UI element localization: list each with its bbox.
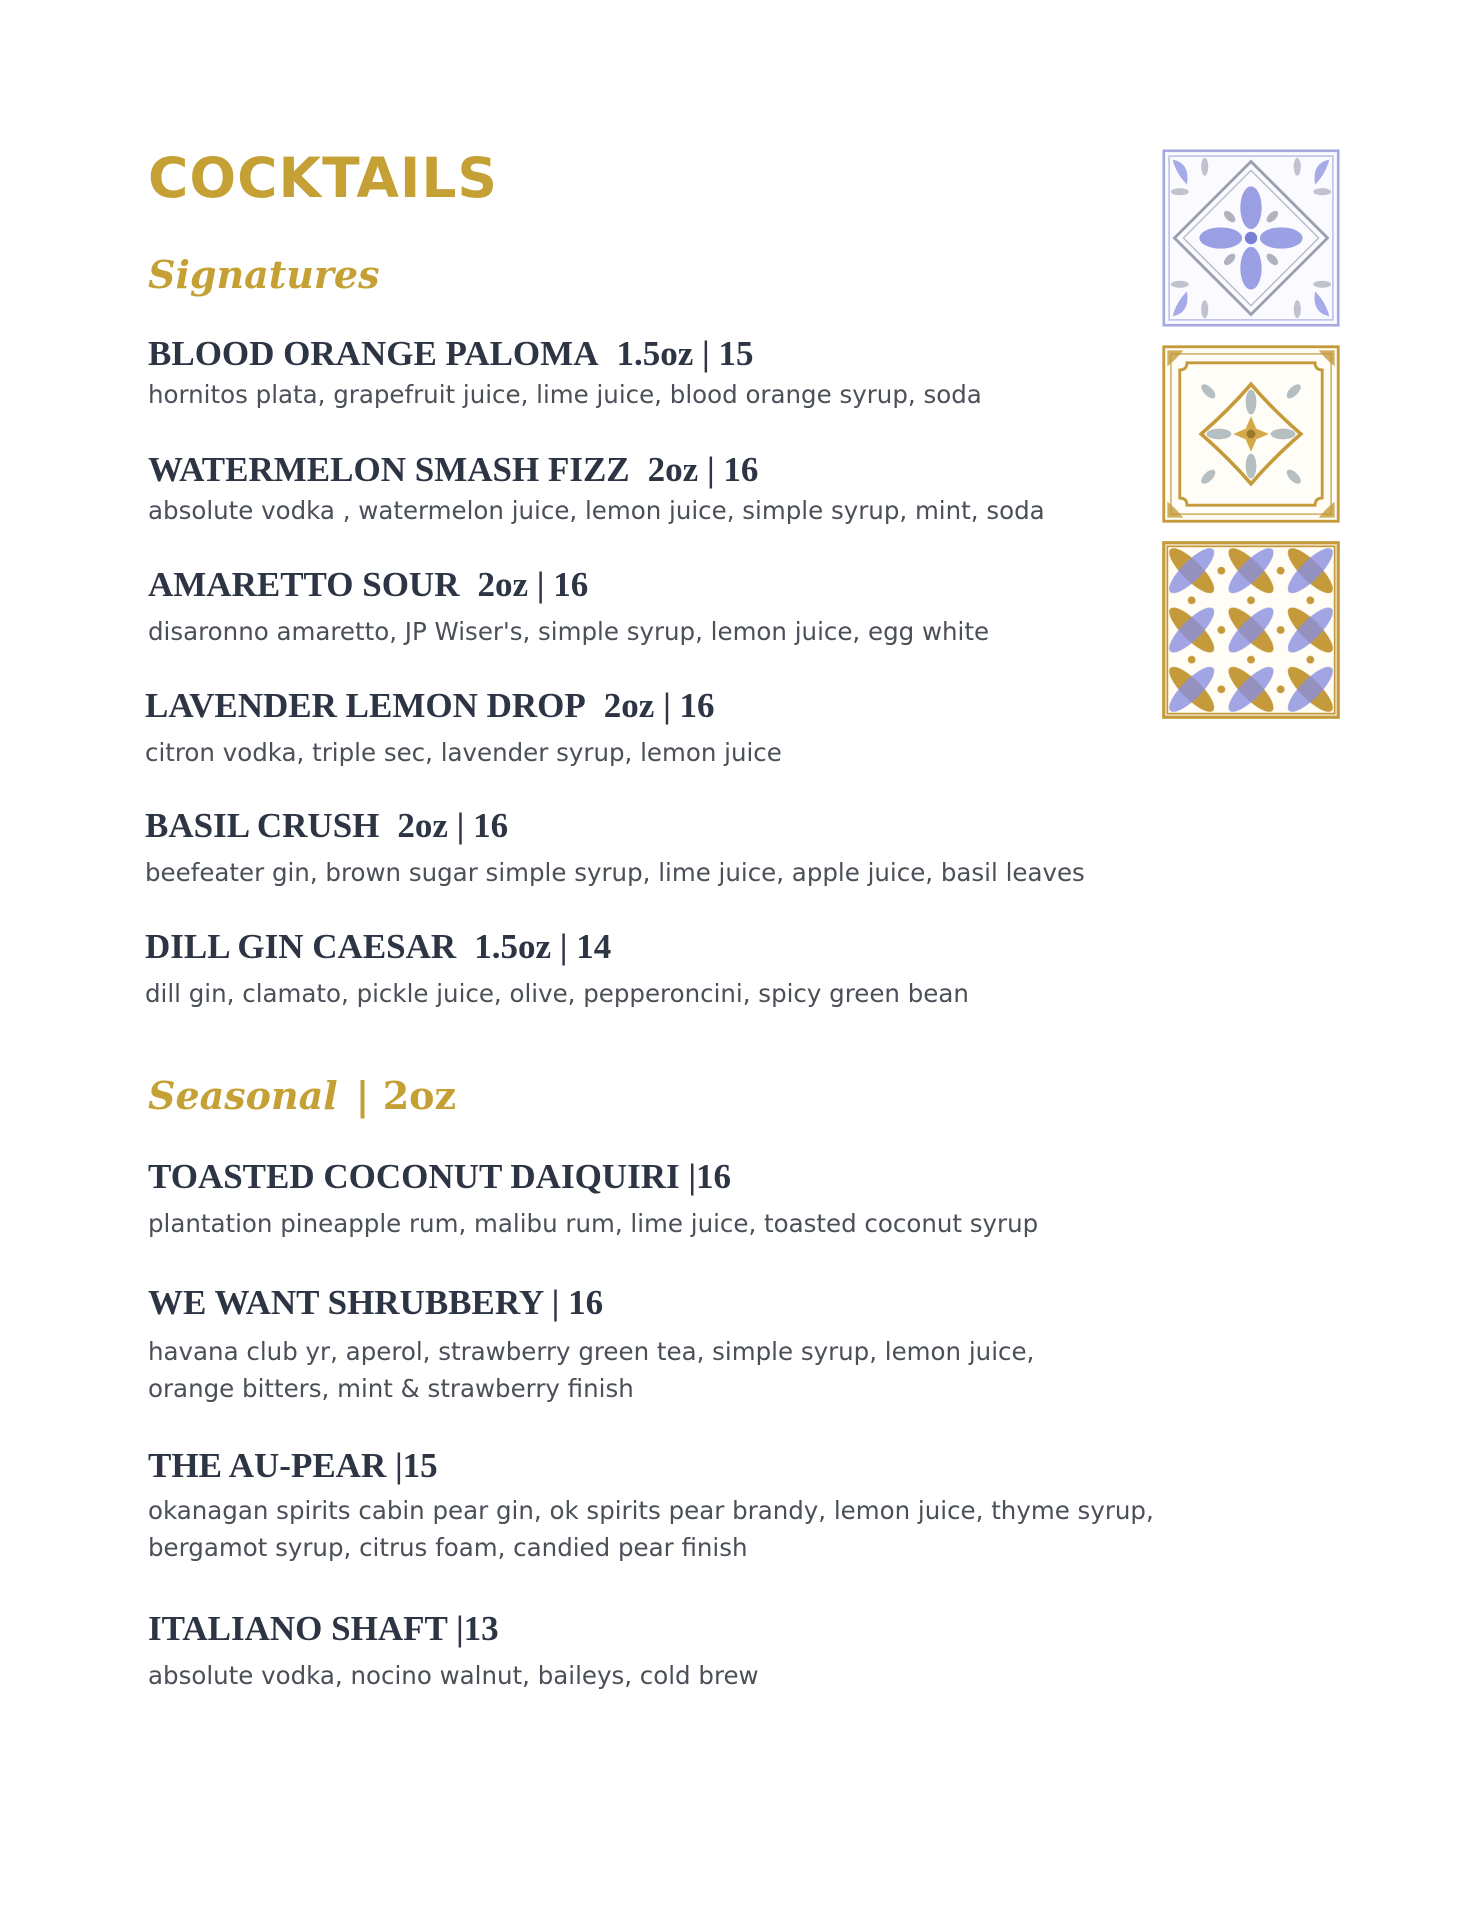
item-description: beefeater gin, brown sugar simple syrup, lime juice, apple juice, basil leaves	[145, 858, 1085, 887]
section-heading-seasonal	[148, 1073, 456, 1118]
section-heading-suffix: | 2oz	[355, 1073, 457, 1118]
gold-blue-lattice-tile-icon	[1162, 541, 1340, 719]
item-name: LAVENDER LEMON DROP	[145, 686, 586, 725]
menu-item	[148, 1446, 1208, 1566]
item-detail: 1.5oz | 15	[616, 334, 754, 373]
page-title: COCKTAILS	[148, 146, 499, 210]
menu-item	[148, 1283, 1208, 1407]
item-name: THE AU-PEAR |15	[148, 1446, 438, 1485]
menu-item	[148, 450, 1208, 529]
item-name: BASIL CRUSH	[145, 806, 380, 845]
section-heading-signatures	[148, 252, 379, 297]
gold-medallion-tile-icon	[1162, 345, 1340, 523]
menu-item	[145, 927, 1205, 1012]
item-name: WE WANT SHRUBBERY | 16	[148, 1283, 604, 1322]
item-detail: 1.5oz | 14	[474, 927, 612, 966]
item-name: BLOOD ORANGE PALOMA	[148, 334, 599, 373]
item-description: disaronno amaretto, JP Wiser's, simple syrup, lemon juice, egg white	[148, 617, 990, 646]
item-name: AMARETTO SOUR	[148, 565, 460, 604]
item-description: hornitos plata, grapefruit juice, lime juice, blood orange syrup, soda	[148, 380, 982, 409]
menu-item	[148, 1609, 1208, 1694]
item-description: citron vodka, triple sec, lavender syrup, lemon juice	[145, 738, 782, 767]
menu-item	[148, 565, 1208, 650]
item-description: plantation pineapple rum, malibu rum, lime juice, toasted coconut syrup	[148, 1209, 1039, 1238]
item-name: ITALIANO SHAFT |13	[148, 1609, 499, 1648]
menu-item	[145, 686, 1205, 771]
item-description: dill gin, clamato, pickle juice, olive, pepperoncini, spicy green bean	[145, 979, 969, 1008]
blue-floral-tile-icon	[1162, 149, 1340, 327]
item-description-line-2: orange bitters, mint & strawberry finish	[148, 1374, 634, 1403]
item-name: TOASTED COCONUT DAIQUIRI |16	[148, 1157, 732, 1196]
item-detail: 2oz | 16	[477, 565, 589, 604]
item-description: havana club yr, aperol, strawberry green tea, simple syrup, lemon juice,	[148, 1337, 1035, 1366]
section-heading-label: Seasonal	[148, 1073, 338, 1118]
item-description-line-2: bergamot syrup, citrus foam, candied pear finish	[148, 1533, 748, 1562]
item-description: absolute vodka, nocino walnut, baileys, cold brew	[148, 1661, 759, 1690]
item-description: absolute vodka , watermelon juice, lemon juice, simple syrup, mint, soda	[148, 496, 1045, 525]
item-name: DILL GIN CAESAR	[145, 927, 457, 966]
item-detail: 2oz | 16	[397, 806, 509, 845]
section-heading-label: Signatures	[148, 252, 380, 297]
menu-item	[148, 1157, 1208, 1242]
menu-item	[148, 334, 1208, 413]
menu-item	[145, 806, 1205, 891]
item-detail: 2oz | 16	[647, 450, 759, 489]
item-description: okanagan spirits cabin pear gin, ok spirits pear brandy, lemon juice, thyme syrup,	[148, 1496, 1154, 1525]
item-detail: 2oz | 16	[603, 686, 715, 725]
item-name: WATERMELON SMASH FIZZ	[148, 450, 630, 489]
